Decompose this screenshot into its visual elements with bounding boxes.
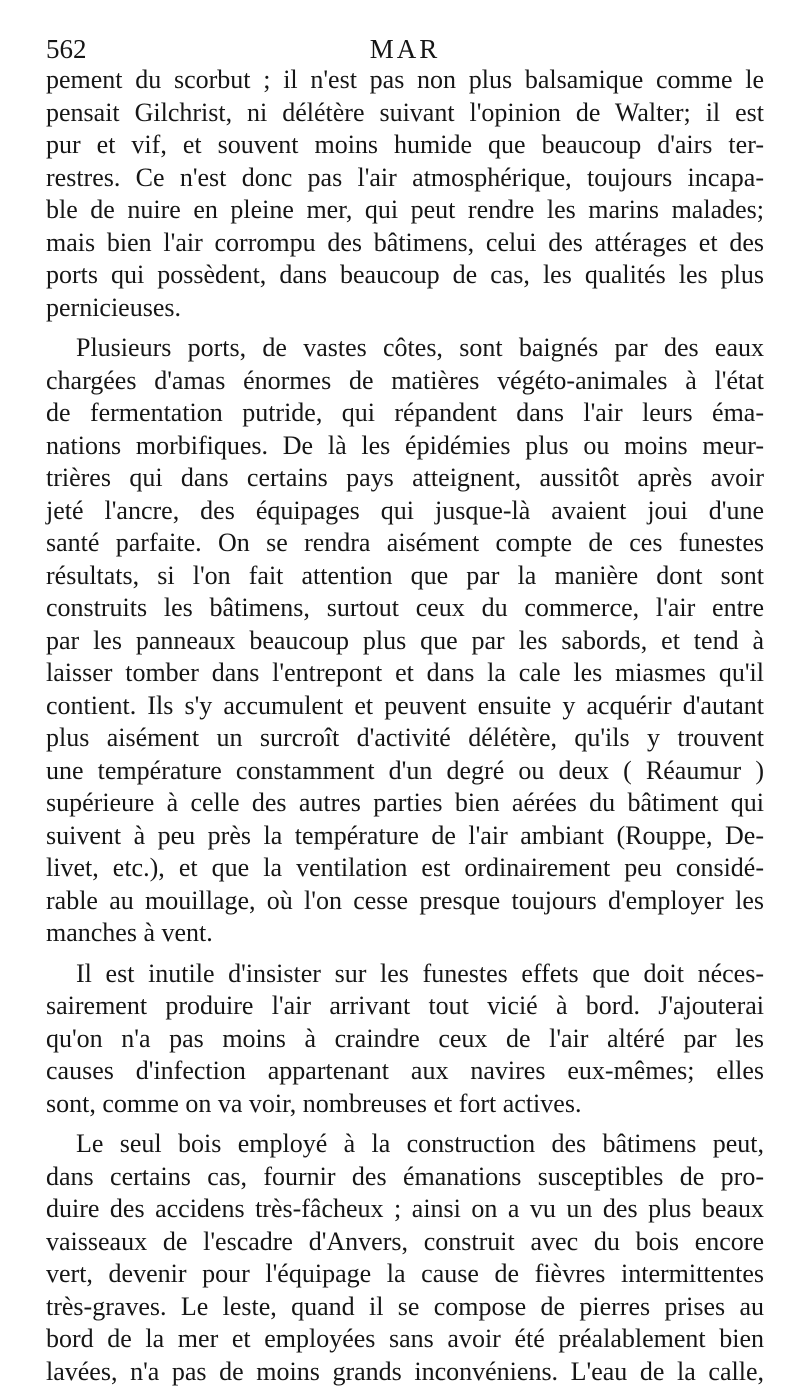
text-line: qu'on n'a pas moins à craindre ceux de l'air altéré par les [46,1023,764,1053]
paragraph [46,332,764,950]
text-line: pement du scorbut ; il n'est pas non plus balsamique comme le [46,65,764,94]
text-line: causes d'infection appartenant aux navires eux-mêmes; elles [46,1056,764,1085]
text-line: Le seul bois employé à la construction des bâtimens peut, [76,1129,764,1158]
paragraph [46,64,764,324]
text-line: ports qui possèdent, dans beaucoup de cas, les qualités les plus [46,260,764,289]
text-line: mais bien l'air corrompu des bâtimens, celui des attérages et des [46,227,764,257]
text-line: livet, etc.), et que la ventilation est ordinairement peu considé- [46,853,764,882]
text-line: construits les bâtimens, surtout ceux du commerce, l'air entre [46,593,764,622]
text-line: ble de nuire en pleine mer, qui peut rendre les marins malades; [46,195,764,224]
text-line: une température constamment d'un degré ou deux ( Réaumur ) [46,755,764,785]
text-line: Plusieurs ports, de vastes côtes, sont baignés par des eaux [76,333,764,362]
text-line: par les panneaux beaucoup plus que par les sabords, et tend à [46,625,764,655]
text-line: trières qui dans certains pays atteignent, aussitôt après avoir [46,463,764,492]
text-line: Il est inutile d'insister sur les funestes effets que doit néces- [76,958,764,988]
text-line: santé parfaite. On se rendra aisément compte de ces funestes [46,528,764,557]
text-line: contient. Ils s'y accumulent et peuvent ensuite y acquérir d'autant [46,690,764,720]
text-line: bord de la mer et employées sans avoir été préalablement bien [46,1324,764,1353]
text-line: jeté l'ancre, des équipages qui jusque-là avaient joui d'une [46,495,764,525]
text-line: pernicieuses. [46,292,182,322]
text-line: supérieure à celle des autres parties bien aérées du bâtiment qui [46,788,764,817]
text-line: chargées d'amas énormes de matières végéto-animales à l'état [46,365,764,395]
text-line: très-graves. Le leste, quand il se compose de pierres prises au [46,1291,764,1321]
text-line: lavées, n'a pas de moins grands inconvéniens. L'eau de la calle, [46,1356,764,1386]
text-line: pensait Gilchrist, ni délétère suivant l'opinion de Walter; il est [46,97,764,127]
page-header [46,34,764,64]
text-line: duire des accidens très-fâcheux ; ainsi on a vu un des plus beaux [46,1194,764,1223]
text-line: vaisseaux de l'escadre d'Anvers, construit avec du bois encore [46,1226,764,1256]
running-head: MAR [369,34,441,64]
text-line: résultats, si l'on fait attention que par la manière dont sont [46,560,764,590]
text-line: plus aisément un surcroît d'activité délétère, qu'ils y trouvent [46,723,764,752]
text-line: de fermentation putride, qui répandent dans l'air leurs éma- [46,398,764,427]
text-line: suivent à peu près la température de l'air ambiant (Rouppe, De- [46,820,764,850]
text-line: nations morbifiques. De là les épidémies plus ou moins meur- [46,430,764,460]
text-line: rable au mouillage, où l'on cesse presque toujours d'employer les [46,885,764,915]
text-line: vert, devenir pour l'équipage la cause de fièvres intermittentes [46,1259,764,1288]
text-line: dans certains cas, fournir des émanations susceptibles de pro- [46,1161,764,1191]
text-line: laisser tomber dans l'entrepont et dans la cale les miasmes qu'il [46,658,764,687]
paragraph [46,958,764,1121]
paragraph [46,1128,764,1388]
text-line: sont, comme on va voir, nombreuses et fort actives. [46,1088,582,1118]
text-line: sairement produire l'air arrivant tout vicié à bord. J'ajouterai [46,991,764,1020]
text-line: restres. Ce n'est donc pas l'air atmosphérique, toujours incapa- [46,162,764,192]
text-line: pur et vif, et souvent moins humide que beaucoup d'airs ter- [46,130,764,159]
body-text [46,64,764,1388]
text-line: manches à vent. [46,918,213,947]
page-number: 562 [46,34,87,64]
